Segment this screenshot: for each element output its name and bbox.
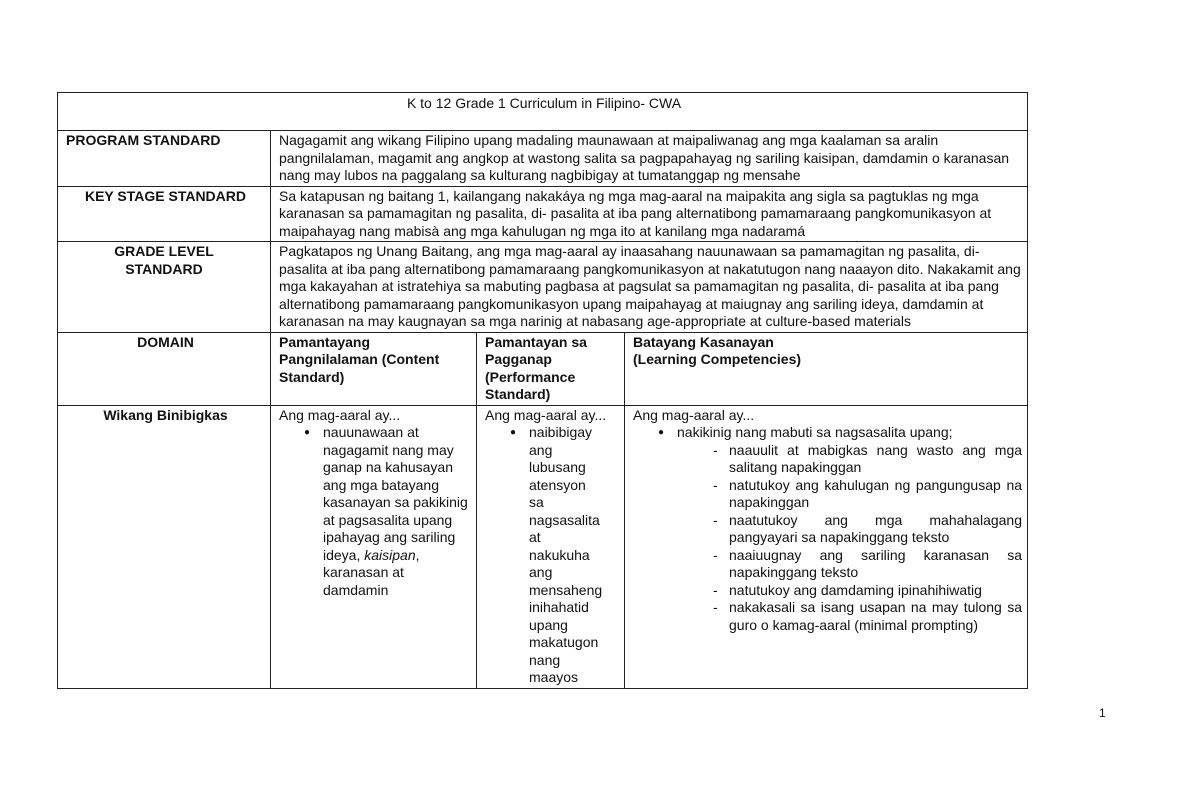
table-row bbox=[58, 405, 1028, 688]
dash-marker: - bbox=[713, 511, 718, 528]
sub-item-text: naauulit at mabigkas nang wasto ang mga salitang napakinggan bbox=[729, 441, 1023, 475]
program-standard-row bbox=[58, 131, 1028, 187]
content-standard-header: Pamantayang Pangnilalaman (Content Standard) bbox=[271, 332, 477, 405]
curriculum-table bbox=[57, 92, 1028, 689]
competencies-sublist bbox=[633, 442, 1022, 635]
sub-item-text: naatutukoy ang mga mahahalagang pangyayari sa napakinggang teksto bbox=[729, 511, 1023, 545]
content-intro: Ang mag-aaral ay... bbox=[279, 406, 401, 423]
sub-item-text: natutukoy ang kahulugan ng pangungusap na napakinggan bbox=[729, 476, 1023, 510]
performance-standard-header: Pamantayan sa Pagganap (Performance Standard) bbox=[477, 332, 625, 405]
list-item bbox=[485, 424, 619, 687]
competencies-intro: Ang mag-aaral ay... bbox=[633, 406, 755, 423]
grade-level-standard-text: Pagkatapos ng Unang Baitang, ang mga mag-aaral ay inaasahang nauunawaan sa pamamagitan ng pasalita, di- pasalita at iba pang alternatibong pamamaraang pangkomunikasyon at nakatutugon nang naaayon dito. Nakakamit ang mga kakayahan at istratehiya sa mabuting pagbasa at pagsulat sa pamamagitan ng pasalita, di- pasalita at iba pang alternatibong pamamaraang pangkomunikasyon upang maipahayag at maiugnay ang sariling ideya, damdamin at karanasan na may kaugnayan sa mga narinig at nabasang age-appropriate at culture-based materials bbox=[271, 242, 1028, 333]
list-item bbox=[633, 512, 1022, 547]
performance-standard-cell bbox=[477, 405, 625, 688]
list-item bbox=[633, 442, 1022, 477]
dash-marker: - bbox=[713, 476, 718, 493]
performance-intro: Ang mag-aaral ay... bbox=[485, 406, 607, 423]
title-row bbox=[58, 93, 1028, 131]
content-list bbox=[279, 424, 471, 599]
sub-item-text: naaiuugnay ang sariling karanasan sa napakinggang teksto bbox=[729, 546, 1023, 580]
grade-level-standard-label: GRADE LEVEL STANDARD bbox=[58, 242, 271, 333]
program-standard-text: Nagagamit ang wikang Filipino upang madaling maunawaan at maipaliwanag ang mga kaalaman sa aralin pangnilalaman, magamit ang angkop at wastong salita sa pagpapahayag ng sariling kaisipan, damdamin o karanasan nang may lubos na paggalang sa kulturang nagbibigay at tumatanggap ng mensahe bbox=[271, 131, 1028, 187]
header-row bbox=[58, 332, 1028, 405]
key-stage-standard-text: Sa katapusan ng baitang 1, kailangang nakakáya ng mga mag-aaral na maipakita ang sigla sa pagtuklas ng mga karanasan sa pamamagitan ng pasalita, di- pasalita at iba pang alternatibong pamamaraang pangkomunikasyon at maipahayag nang mabisà ang mga kahulugan ng mga ito at kanilang mga nadaramá bbox=[271, 186, 1028, 242]
list-item bbox=[633, 547, 1022, 582]
sub-item-text: natutukoy ang damdaming ipinahihiwatig bbox=[729, 581, 982, 598]
key-stage-standard-label: KEY STAGE STANDARD bbox=[58, 186, 271, 242]
content-standard-cell bbox=[271, 405, 477, 688]
dash-marker: - bbox=[713, 546, 718, 563]
list-item bbox=[633, 582, 1022, 600]
dash-marker: - bbox=[713, 581, 718, 598]
domain-header: DOMAIN bbox=[58, 332, 271, 405]
list-item bbox=[633, 599, 1022, 634]
key-stage-standard-row bbox=[58, 186, 1028, 242]
competencies-list bbox=[633, 424, 1022, 442]
domain-cell: Wikang Binibigkas bbox=[58, 405, 271, 688]
content-text-italic: kaisipan bbox=[364, 546, 416, 563]
list-item bbox=[633, 477, 1022, 512]
learning-competencies-header: Batayang Kasanayan (Learning Competencies) bbox=[625, 332, 1028, 405]
dash-marker: - bbox=[713, 441, 718, 458]
dash-marker: - bbox=[713, 599, 718, 615]
performance-text: naibibigay ang lubusang atensyon sa nagsasalita at nakukuha ang mensaheng inihahatid upang makatugon nang maayos bbox=[529, 424, 603, 685]
list-item bbox=[633, 424, 1022, 442]
program-standard-label: PROGRAM STANDARD bbox=[58, 131, 271, 187]
content-text-post: , karanasan at damdamin bbox=[323, 546, 420, 598]
learning-competencies-cell bbox=[625, 405, 1028, 688]
table-title: K to 12 Grade 1 Curriculum in Filipino- CWA bbox=[58, 93, 1028, 131]
performance-list bbox=[485, 424, 619, 687]
sub-item-text: nakakasali sa isang usapan na may tulong sa guro o kamag-aaral (minimal prompting) bbox=[729, 599, 1023, 633]
list-item bbox=[279, 424, 471, 599]
competencies-text: nakikinig nang mabuti sa nagsasalita upang; bbox=[677, 424, 953, 440]
content-text-pre: nauunawaan at nagagamit nang may ganap na kahusayan ang mga batayang kasanayan sa pakikinig at pagsasalita upang ipahayag ang sariling ideya, bbox=[323, 424, 468, 563]
page-number: 1 bbox=[1099, 706, 1106, 720]
grade-level-standard-row bbox=[58, 242, 1028, 333]
